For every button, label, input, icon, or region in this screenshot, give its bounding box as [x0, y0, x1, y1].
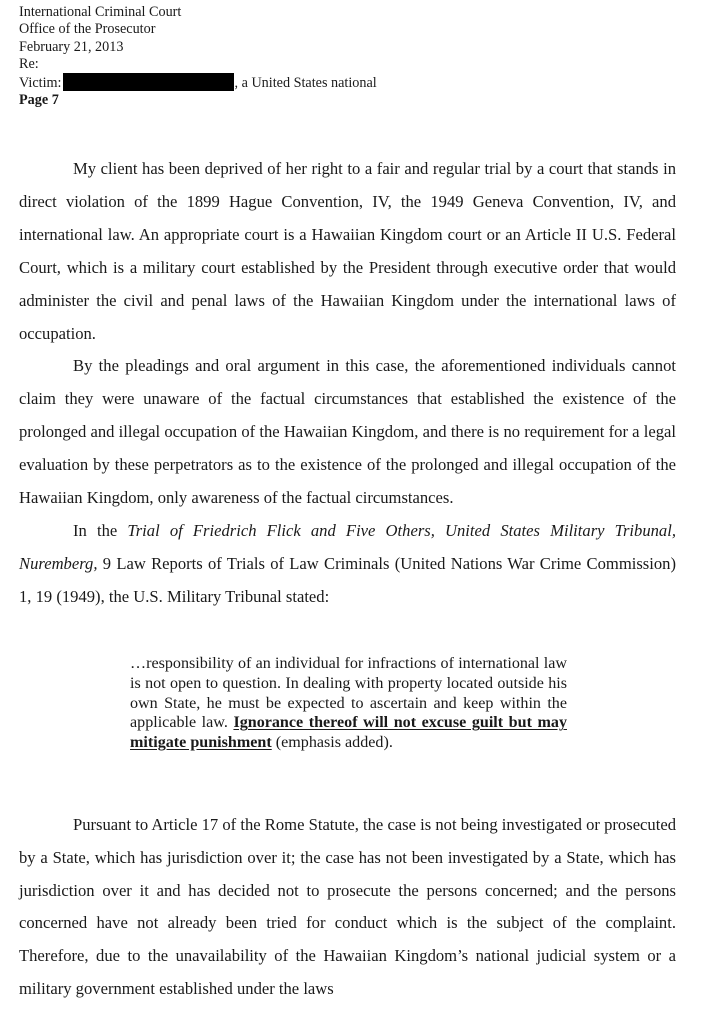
paragraph-1: My client has been deprived of her right to a fair and regular trial by a court that stands in direct violation of the 1899 Hague Convention, IV, the 1949 Geneva Convention, IV, and international law. An appropriate court is a Hawaiian Kingdom court or an Article II U.S. Federal Court, which is a military court established by the President through executive order that would administer the civil and penal laws of the Hawaiian Kingdom under the international laws of occupation. — [19, 159, 676, 343]
case-citation: Trial of Friedrich Flick and Five Others, United States Military Tribunal, Nuremberg, — [19, 520, 676, 573]
quote-tail: (emphasis added). — [271, 734, 393, 752]
paragraph-4: Pursuant to Article 17 of the Rome Statute, the case is not being investigated or prosecuted by a State, which has jurisdiction over it; the case has not been investigated by a State, which has jurisdiction over it and has decided not to prosecute the persons concerned; and the persons concerned have not already been tried for conduct which is the subject of the complaint. Therefore, due to the unavailability of the Hawaiian Kingdom’s national judicial system or a military government established under the laws — [19, 815, 676, 998]
re-line: Re: — [19, 55, 39, 72]
paragraph-3 — [19, 515, 676, 614]
block-quote — [130, 654, 567, 753]
paragraph-3-lead: In the — [73, 520, 128, 540]
body-text — [19, 153, 676, 614]
letter-header — [19, 4, 377, 110]
body-text-continued — [19, 809, 676, 1006]
recipient-line: International Criminal Court — [19, 4, 182, 20]
office-line: Office of the Prosecutor — [19, 21, 156, 38]
date-line: February 21, 2013 — [19, 38, 124, 55]
redaction-bar — [63, 73, 234, 91]
paragraph-3-rest: 9 Law Reports of Trials of Law Criminals (United Nations War Crime Commission) 1, 19 (1949), the U.S. Military Tribunal stated: — [19, 553, 676, 606]
quote-emphasis: Ignorance thereof will not excuse guilt but may mitigate punishment — [130, 714, 567, 752]
quote-plain: …responsibility of an individual for infractions of international law is not open to question. In dealing with property located outside his own State, he must be expected to ascertain and keep within the applicable law. — [130, 655, 567, 732]
victim-line — [19, 73, 377, 92]
victim-suffix: , a United States national — [234, 75, 377, 92]
victim-label: Victim: — [19, 75, 62, 92]
page-number: Page 7 — [19, 92, 59, 109]
paragraph-2: By the pleadings and oral argument in this case, the aforementioned individuals cannot claim they were unaware of the factual circumstances that established the existence of the prolonged and illegal occupation of the Hawaiian Kingdom, and there is no requirement for a legal evaluation by these perpetrators as to the existence of the prolonged and illegal occupation of the Hawaiian Kingdom, only awareness of the factual circumstances. — [19, 356, 676, 508]
